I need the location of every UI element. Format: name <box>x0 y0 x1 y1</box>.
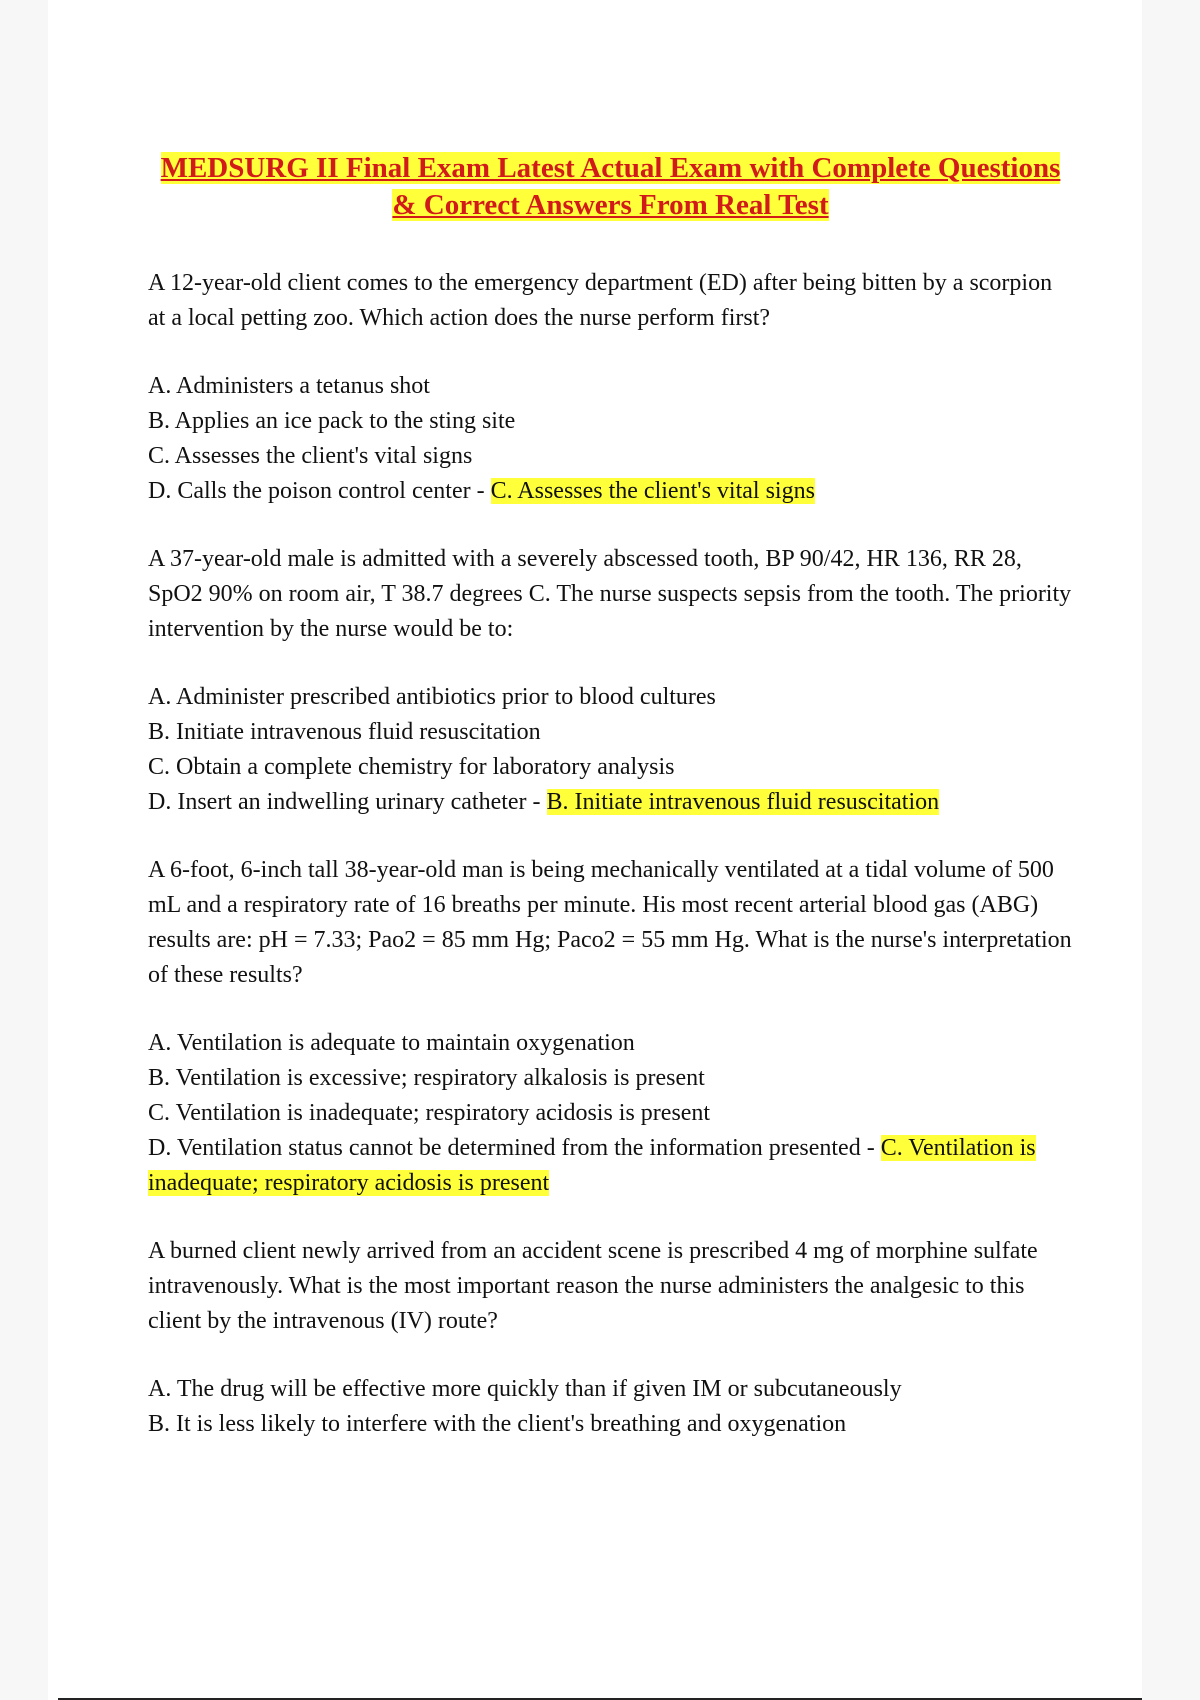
option-d-text: D. Calls the poison control center - <box>148 478 491 504</box>
option-b: B. Initiate intravenous fluid resuscitation <box>148 719 541 745</box>
correct-answer: C. Ventilation is inadequate; respiratory acidosis is present <box>148 1135 1036 1196</box>
option-d-text: D. Insert an indwelling urinary catheter - <box>148 789 547 815</box>
option-d <box>148 1131 1073 1201</box>
document-content <box>148 150 1073 1475</box>
option-a: A. The drug will be effective more quickly than if given IM or subcutaneously <box>148 1376 902 1402</box>
question-4 <box>148 1234 1073 1442</box>
option-b: B. Applies an ice pack to the sting site <box>148 408 516 434</box>
question-1 <box>148 266 1073 509</box>
option-d <box>148 474 1073 509</box>
option-a: A. Administers a tetanus shot <box>148 373 430 399</box>
title-highlight: MEDSURG II Final Exam Latest Actual Exam with Complete Questions & Correct Answers From Real Test <box>160 152 1061 221</box>
document-title <box>148 150 1073 224</box>
option-b: B. It is less likely to interfere with the client's breathing and oxygenation <box>148 1411 847 1437</box>
option-b: B. Ventilation is excessive; respiratory alkalosis is present <box>148 1065 705 1091</box>
question-text: A 6-foot, 6-inch tall 38-year-old man is being mechanically ventilated at a tidal volume of 500 mL and a respiratory rate of 16 breaths per minute. His most recent arterial blood gas (ABG) results are: pH = 7.33; Pao2 = 85 mm Hg; Paco2 = 55 mm Hg. What is the nurse's interpretation of these results? <box>148 857 1072 988</box>
option-d-text: D. Ventilation status cannot be determined from the information presented - <box>148 1135 881 1161</box>
question-text: A 12-year-old client comes to the emergency department (ED) after being bitten by a scorpion at a local petting zoo. Which action does the nurse perform first? <box>148 270 1053 331</box>
option-c: C. Ventilation is inadequate; respiratory acidosis is present <box>148 1100 711 1126</box>
option-d <box>148 785 1073 820</box>
option-a: A. Administer prescribed antibiotics prior to blood cultures <box>148 684 716 710</box>
question-2 <box>148 542 1073 820</box>
option-c: C. Assesses the client's vital signs <box>148 443 473 469</box>
question-3 <box>148 853 1073 1201</box>
correct-answer: B. Initiate intravenous fluid resuscitation <box>546 789 940 815</box>
option-c: C. Obtain a complete chemistry for laboratory analysis <box>148 754 675 780</box>
option-a: A. Ventilation is adequate to maintain oxygenation <box>148 1030 635 1056</box>
correct-answer: C. Assesses the client's vital signs <box>490 478 815 504</box>
question-text: A burned client newly arrived from an accident scene is prescribed 4 mg of morphine sulfate intravenously. What is the most important reason the nurse administers the analgesic to this client by the intravenous (IV) route? <box>148 1238 1038 1334</box>
question-text: A 37-year-old male is admitted with a severely abscessed tooth, BP 90/42, HR 136, RR 28, SpO2 90% on room air, T 38.7 degrees C. The nurse suspects sepsis from the tooth. The priority intervention by the nurse would be to: <box>148 546 1072 642</box>
